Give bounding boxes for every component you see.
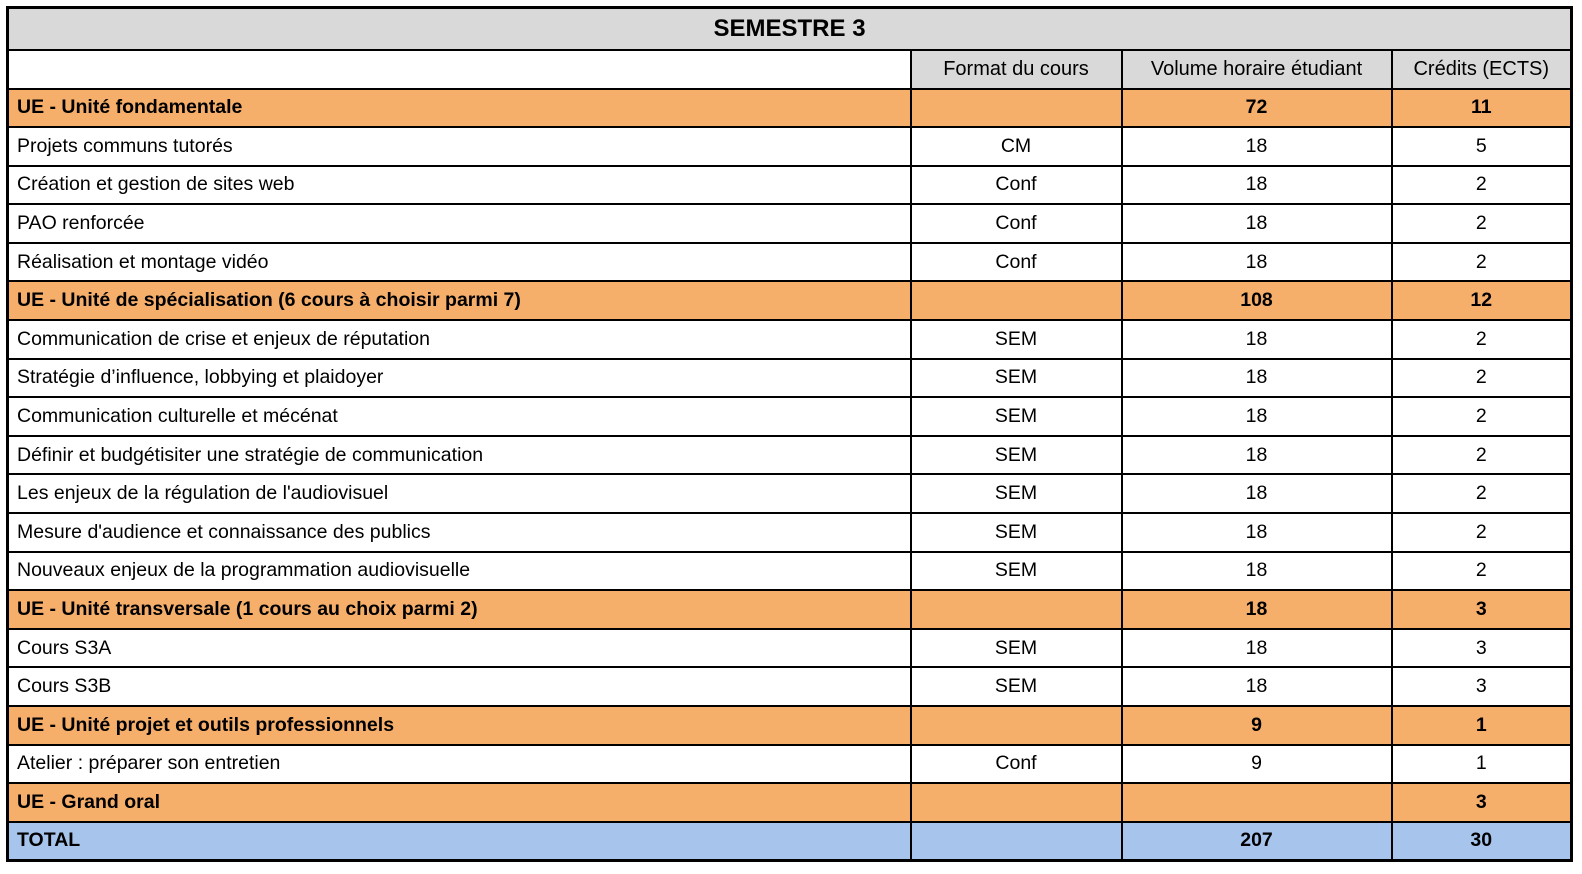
row-label-cell: TOTAL [8,822,911,861]
row-label-cell: Réalisation et montage vidéo [8,243,911,282]
row-label-cell: Définir et budgétisiter une stratégie de communication [8,436,911,475]
format-cell: SEM [911,436,1122,475]
format-cell: CM [911,127,1122,166]
row-label-cell: Communication de crise et enjeux de réputation [8,320,911,359]
credits-cell: 1 [1392,706,1572,745]
row-label-cell: Projets communs tutorés [8,127,911,166]
table-title-row [8,8,1572,50]
format-cell [911,89,1122,128]
credits-cell: 2 [1392,397,1572,436]
format-cell: SEM [911,552,1122,591]
format-cell [911,783,1122,822]
table-body [8,89,1572,861]
hours-cell: 18 [1122,320,1392,359]
credits-cell: 2 [1392,513,1572,552]
hours-cell: 18 [1122,590,1392,629]
column-header-credits: Crédits (ECTS) [1392,50,1572,89]
format-cell: SEM [911,474,1122,513]
row-label-cell: Nouveaux enjeux de la programmation audiovisuelle [8,552,911,591]
course-row [8,166,1572,205]
hours-cell: 18 [1122,359,1392,398]
hours-cell: 18 [1122,127,1392,166]
row-label-cell: UE - Unité transversale (1 cours au choix parmi 2) [8,590,911,629]
format-cell [911,706,1122,745]
format-cell: Conf [911,243,1122,282]
hours-cell: 18 [1122,397,1392,436]
row-label-cell: UE - Grand oral [8,783,911,822]
credits-cell: 5 [1392,127,1572,166]
hours-cell: 18 [1122,166,1392,205]
credits-cell: 3 [1392,667,1572,706]
credits-cell: 2 [1392,166,1572,205]
credits-cell: 2 [1392,243,1572,282]
course-row [8,359,1572,398]
hours-cell: 18 [1122,552,1392,591]
format-cell: Conf [911,745,1122,784]
row-label-cell: UE - Unité de spécialisation (6 cours à choisir parmi 7) [8,281,911,320]
credits-cell: 2 [1392,204,1572,243]
credits-cell: 3 [1392,629,1572,668]
course-row [8,513,1572,552]
format-cell [911,590,1122,629]
hours-cell: 18 [1122,667,1392,706]
credits-cell: 11 [1392,89,1572,128]
hours-cell: 18 [1122,474,1392,513]
column-header-hours: Volume horaire étudiant [1122,50,1392,89]
format-cell [911,281,1122,320]
total-row [8,822,1572,861]
column-header-format: Format du cours [911,50,1122,89]
hours-cell: 18 [1122,436,1392,475]
row-label-cell: Les enjeux de la régulation de l'audiovisuel [8,474,911,513]
course-row [8,397,1572,436]
semester-3-table [6,6,1573,862]
credits-cell: 2 [1392,320,1572,359]
course-row [8,745,1572,784]
row-label-cell: Atelier : préparer son entretien [8,745,911,784]
hours-cell: 9 [1122,745,1392,784]
hours-cell: 18 [1122,243,1392,282]
row-label-cell: Communication culturelle et mécénat [8,397,911,436]
row-label-cell: UE - Unité fondamentale [8,89,911,128]
course-row [8,320,1572,359]
row-label-cell: PAO renforcée [8,204,911,243]
format-cell: SEM [911,629,1122,668]
section-row [8,281,1572,320]
column-header-row [8,50,1572,89]
row-label-cell: Stratégie d’influence, lobbying et plaidoyer [8,359,911,398]
section-row [8,590,1572,629]
table-title: SEMESTRE 3 [8,8,1572,50]
credits-cell: 30 [1392,822,1572,861]
credits-cell: 3 [1392,590,1572,629]
credits-cell: 2 [1392,552,1572,591]
row-label-cell: Cours S3B [8,667,911,706]
format-cell: SEM [911,397,1122,436]
row-label-cell: UE - Unité projet et outils professionnels [8,706,911,745]
credits-cell: 1 [1392,745,1572,784]
format-cell: Conf [911,204,1122,243]
course-row [8,667,1572,706]
format-cell: SEM [911,359,1122,398]
hours-cell: 18 [1122,513,1392,552]
format-cell: SEM [911,667,1122,706]
course-row [8,436,1572,475]
format-cell: SEM [911,513,1122,552]
course-row [8,204,1572,243]
course-row [8,629,1572,668]
hours-cell: 18 [1122,629,1392,668]
hours-cell [1122,783,1392,822]
credits-cell: 2 [1392,436,1572,475]
credits-cell: 2 [1392,359,1572,398]
row-label-cell: Mesure d'audience et connaissance des publics [8,513,911,552]
credits-cell: 12 [1392,281,1572,320]
section-row [8,89,1572,128]
format-cell: Conf [911,166,1122,205]
credits-cell: 2 [1392,474,1572,513]
row-label-cell: Création et gestion de sites web [8,166,911,205]
format-cell: SEM [911,320,1122,359]
hours-cell: 9 [1122,706,1392,745]
section-row [8,706,1572,745]
course-row [8,243,1572,282]
course-row [8,552,1572,591]
hours-cell: 207 [1122,822,1392,861]
hours-cell: 18 [1122,204,1392,243]
course-row [8,127,1572,166]
hours-cell: 72 [1122,89,1392,128]
section-row [8,783,1572,822]
format-cell [911,822,1122,861]
row-label-cell: Cours S3A [8,629,911,668]
column-header-course [8,50,911,89]
hours-cell: 108 [1122,281,1392,320]
course-row [8,474,1572,513]
credits-cell: 3 [1392,783,1572,822]
